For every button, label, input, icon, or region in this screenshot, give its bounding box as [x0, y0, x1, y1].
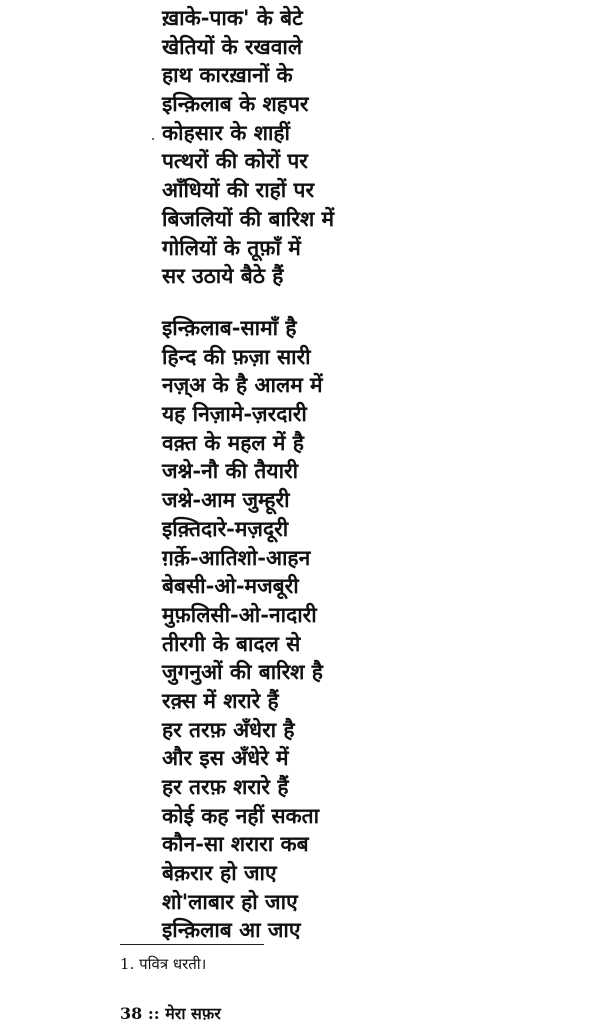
poem-line: बेक़रार हो जाए [162, 860, 277, 886]
poem-line: हर तरफ़ शरारे हैं [162, 774, 289, 799]
poem-line: कोहसार के शाहीं [162, 119, 291, 145]
poem-line: आँधियों की राहों पर [162, 177, 315, 203]
footnote: 1. पवित्र धरती। [120, 955, 207, 973]
poem-line: बेबसी-ओ-मजबूरी [162, 573, 299, 599]
poem-line: नज़्अ के है आलम में [162, 372, 323, 398]
poem-line: इन्क़िलाब-सामाँ है [162, 315, 297, 340]
poem-line: यह निज़ामे-ज़रदारी [162, 401, 307, 427]
poem-line: वक़्त के महल में है [162, 429, 304, 455]
poem-line: कोई कह नहीं सकता [162, 802, 320, 828]
poem-line: ख़ाके-पाक' के बेटे [162, 5, 303, 30]
poem-line: शो'लाबार हो जाए [162, 888, 298, 914]
poem-line: ग़र्क़े-आतिशो-आहन [162, 544, 311, 570]
poem-stanza-1 [162, 4, 334, 291]
page-folio: 38 :: मेरा सफ़र [120, 1004, 221, 1023]
print-speck [152, 138, 154, 140]
poem-line: जश्ने-नौ की तैयारी [162, 458, 299, 484]
poem-line: बिजलियों की बारिश में [162, 205, 335, 231]
poem-line: कौन-सा शरारा कब [162, 831, 309, 857]
poem-line: और इस अँधेरे में [162, 745, 289, 771]
poem-line: पत्थरों की कोरों पर [162, 148, 308, 174]
poem-line: मुफ़लिसी-ओ-नादारी [162, 601, 317, 627]
poem-line: सर उठाये बैठे हैं [162, 263, 284, 289]
footnote-divider [120, 944, 264, 945]
poem-line: जश्ने-आम जुम्हूरी [162, 487, 290, 513]
poem-line: इक़्तिदारे-मज़दूरी [162, 515, 289, 541]
poem-line: हिन्द की फ़ज़ा सारी [162, 343, 311, 369]
poem-line: इन्क़िलाब के शहपर [162, 91, 309, 117]
poem-line: रक़्स में शरारे हैं [162, 687, 279, 713]
poem-line: हर तरफ़ अँधेरा है [162, 716, 295, 742]
poem-stanza-2 [162, 314, 323, 945]
poem-line: खेतियों के रखवाले [162, 33, 303, 59]
poem-line: हाथ कारख़ानों के [162, 62, 293, 88]
poem-line: इन्क़िलाब आ जाए [162, 917, 301, 943]
poem-line: जुगनुओं की बारिश है [162, 659, 323, 685]
poem-line: तीरगी के बादल से [162, 630, 301, 656]
poem-line: गोलियों के तूफ़ाँ में [162, 234, 301, 260]
